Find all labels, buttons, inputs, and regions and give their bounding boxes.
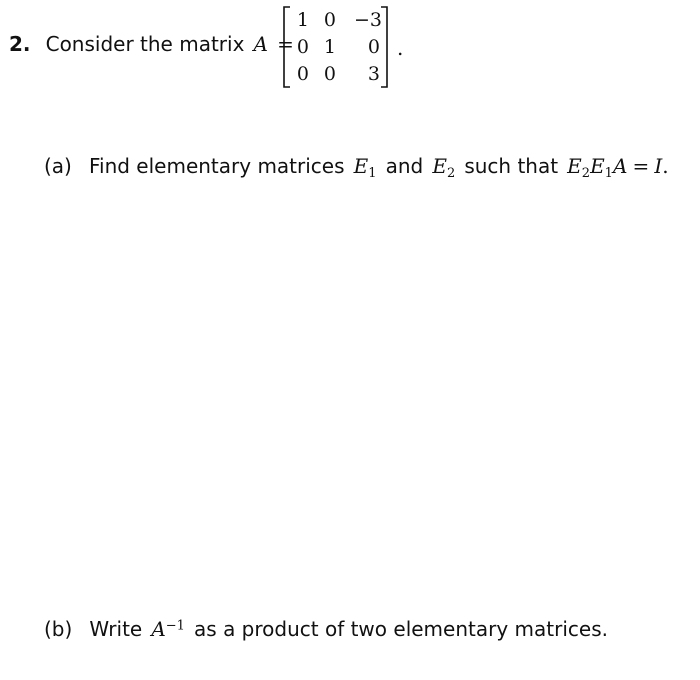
matrix-cell: 1 — [323, 36, 336, 58]
eq-equals-sign: = — [632, 154, 650, 178]
eq-e2-symbol: E — [567, 154, 582, 178]
e1-symbol: E — [353, 154, 369, 178]
problem-intro: Consider the matrix — [45, 32, 245, 56]
eq-e1-subscript: 1 — [604, 166, 613, 182]
matrix-cell: 0 — [367, 36, 380, 58]
matrix-symbol: A — [253, 32, 268, 56]
identity-symbol: I — [654, 154, 663, 178]
part-a — [44, 154, 669, 182]
part-a-label: (a) — [44, 154, 72, 178]
equals-sign: = — [277, 32, 294, 56]
matrix-cell: 0 — [296, 63, 309, 85]
matrix-cell: 0 — [323, 9, 336, 31]
e2-symbol: E — [432, 154, 447, 178]
part-b — [44, 617, 608, 641]
eq-e2-subscript: 2 — [581, 166, 591, 182]
part-b-text-after: as a product of two elementary matrices. — [194, 617, 608, 641]
matrix-a — [281, 5, 390, 89]
part-b-text: Write — [89, 617, 143, 641]
matrix-period: . — [397, 36, 404, 60]
matrix-cell: 3 — [367, 63, 380, 85]
eq-e1-symbol: E — [590, 154, 605, 178]
eq-a-symbol: A — [612, 154, 628, 178]
problem-statement — [9, 32, 294, 56]
eq-period: . — [662, 154, 669, 178]
problem-number: 2. — [9, 32, 31, 56]
a-inverse-symbol: A — [151, 617, 166, 641]
matrix-cell: 0 — [323, 63, 336, 85]
e2-subscript: 2 — [446, 166, 456, 182]
e1-subscript: 1 — [368, 166, 377, 182]
matrix-cell: 0 — [296, 36, 309, 58]
matrix-cell: 1 — [296, 9, 309, 31]
part-a-text: Find elementary matrices — [88, 154, 345, 178]
and-text: and — [385, 154, 424, 178]
part-b-label: (b) — [44, 617, 73, 641]
such-that-text: such that — [464, 154, 559, 178]
matrix-cell: −3 — [354, 9, 383, 31]
a-inverse-superscript: −1 — [165, 618, 185, 634]
